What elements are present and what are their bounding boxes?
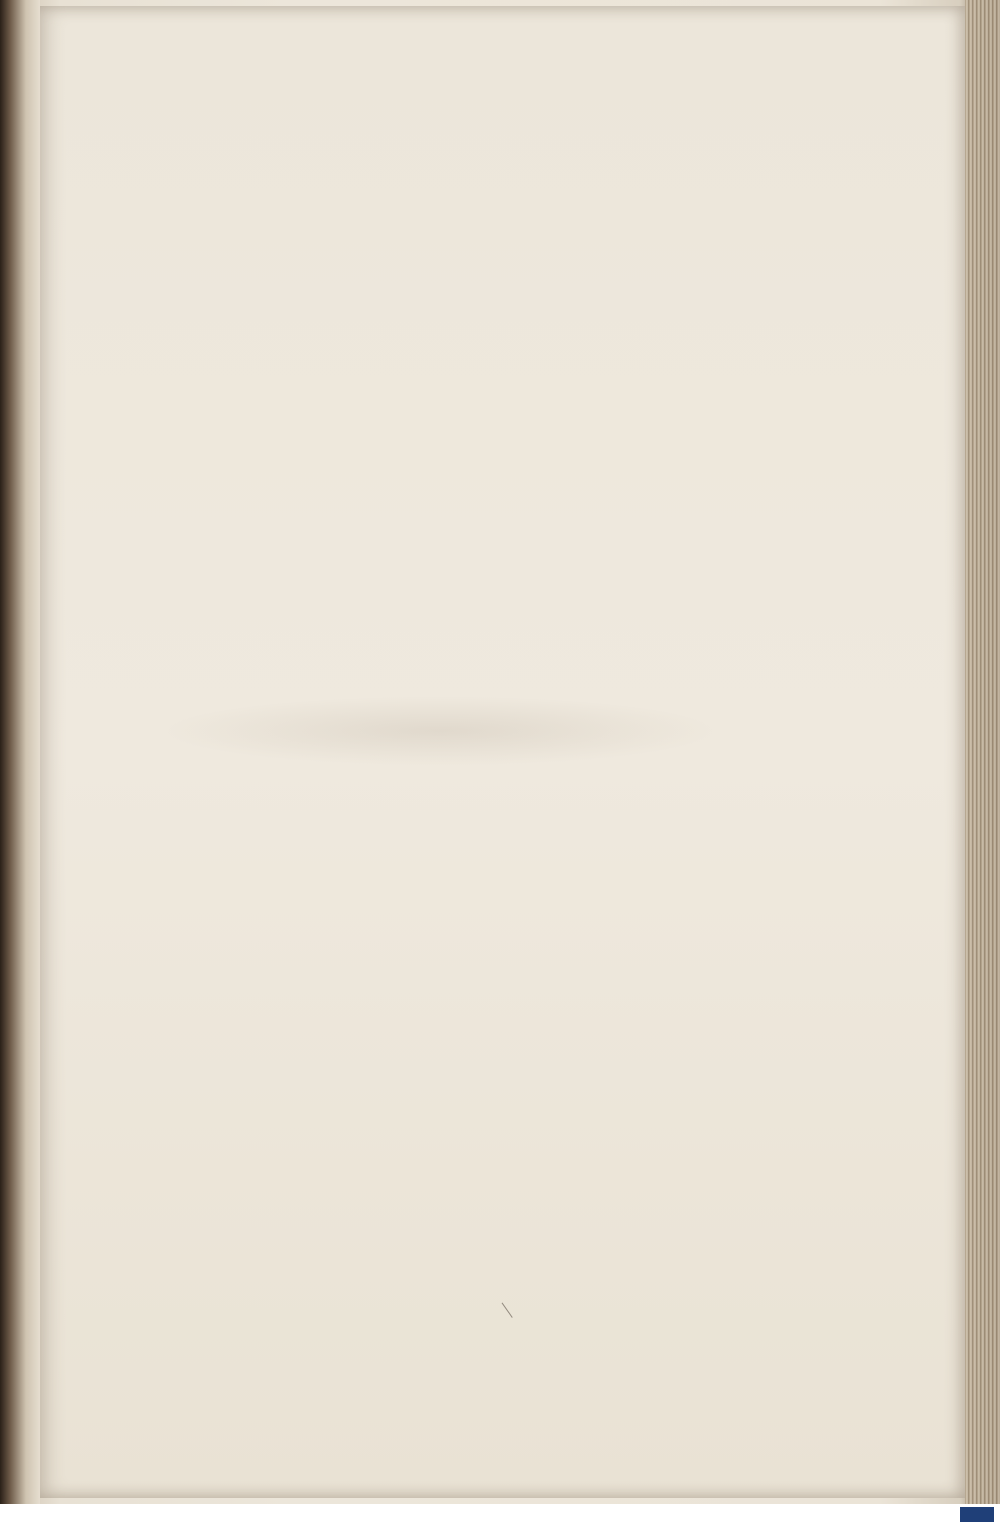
pen-mark (502, 1292, 528, 1318)
page-fore-edge (965, 0, 1000, 1504)
left-page-fragments (0, 180, 36, 1180)
footer-bar (0, 1504, 1000, 1526)
dfg-logo (960, 1507, 994, 1522)
chapter-heading (120, 156, 780, 187)
book-page (40, 6, 965, 1498)
bleed-through-shadow (160, 696, 720, 766)
main-text-block (120, 156, 780, 187)
